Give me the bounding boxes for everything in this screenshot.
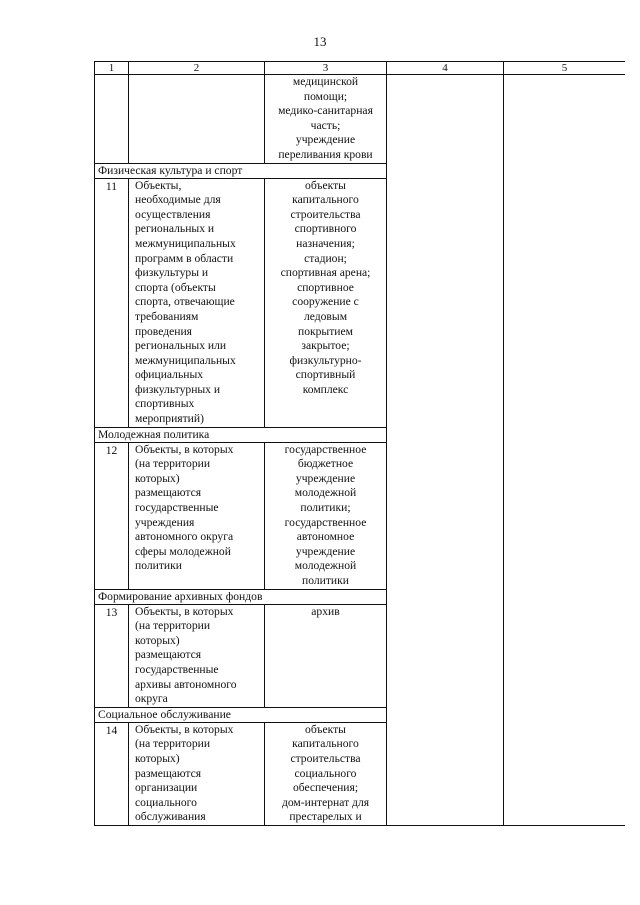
zoning-objects-table — [94, 61, 625, 826]
column-5-cell — [504, 75, 626, 826]
column-4-cell — [387, 75, 504, 826]
row-objects: объекты капитального строительства спортивного назначения; стадион; спортивная арена; спортивное сооружение с ледовым покрытием закрытое; физкультурно- спортивный комплекс — [265, 178, 387, 427]
row-number: 11 — [95, 178, 129, 427]
column-header-4: 4 — [387, 62, 504, 75]
column-header-1: 1 — [95, 62, 129, 75]
row-description: Объекты, в которых (на территории которых) размещаются государственные учреждения автономного округа сферы молодежной политики — [129, 442, 265, 589]
continuation-desc-cell — [129, 75, 265, 164]
continuation-obj-cell — [265, 75, 387, 164]
row-number: 13 — [95, 604, 129, 707]
continuation-obj-text: медицинской помощи; медико-санитарная часть; учреждение переливания крови — [278, 75, 373, 161]
section-title: Физическая культура и спорт — [95, 163, 387, 178]
row-objects: объекты капитального строительства социального обеспечения; дом-интернат для престарелых и — [265, 722, 387, 825]
section-title: Формирование архивных фондов — [95, 589, 387, 604]
row-number: 12 — [95, 442, 129, 589]
page-number: 13 — [313, 34, 327, 49]
section-title: Молодежная политика — [95, 427, 387, 442]
row-description: Объекты, в которых (на территории которых) размещаются организации социального обслуживания — [129, 722, 265, 825]
section-title: Социальное обслуживание — [95, 707, 387, 722]
continuation-num-cell — [95, 75, 129, 164]
column-header-3: 3 — [265, 62, 387, 75]
document-table-container — [94, 61, 625, 866]
row-objects: архив — [265, 604, 387, 707]
continuation-row — [95, 75, 626, 164]
column-number-row — [95, 62, 626, 75]
row-number: 14 — [95, 722, 129, 825]
row-objects: государственное бюджетное учреждение молодежной политики; государственное автономное учреждение молодежной политики — [265, 442, 387, 589]
column-header-2: 2 — [129, 62, 265, 75]
row-description: Объекты, в которых (на территории которых) размещаются государственные архивы автономного округа — [129, 604, 265, 707]
row-description: Объекты, необходимые для осуществления региональных и межмуниципальных программ в области физкультуры и спорта (объекты спорта, отвечающие требованиям проведения региональных или межмуниципальных официальных физкультурных и спортивных мероприятий) — [129, 178, 265, 427]
column-header-5: 5 — [504, 62, 626, 75]
